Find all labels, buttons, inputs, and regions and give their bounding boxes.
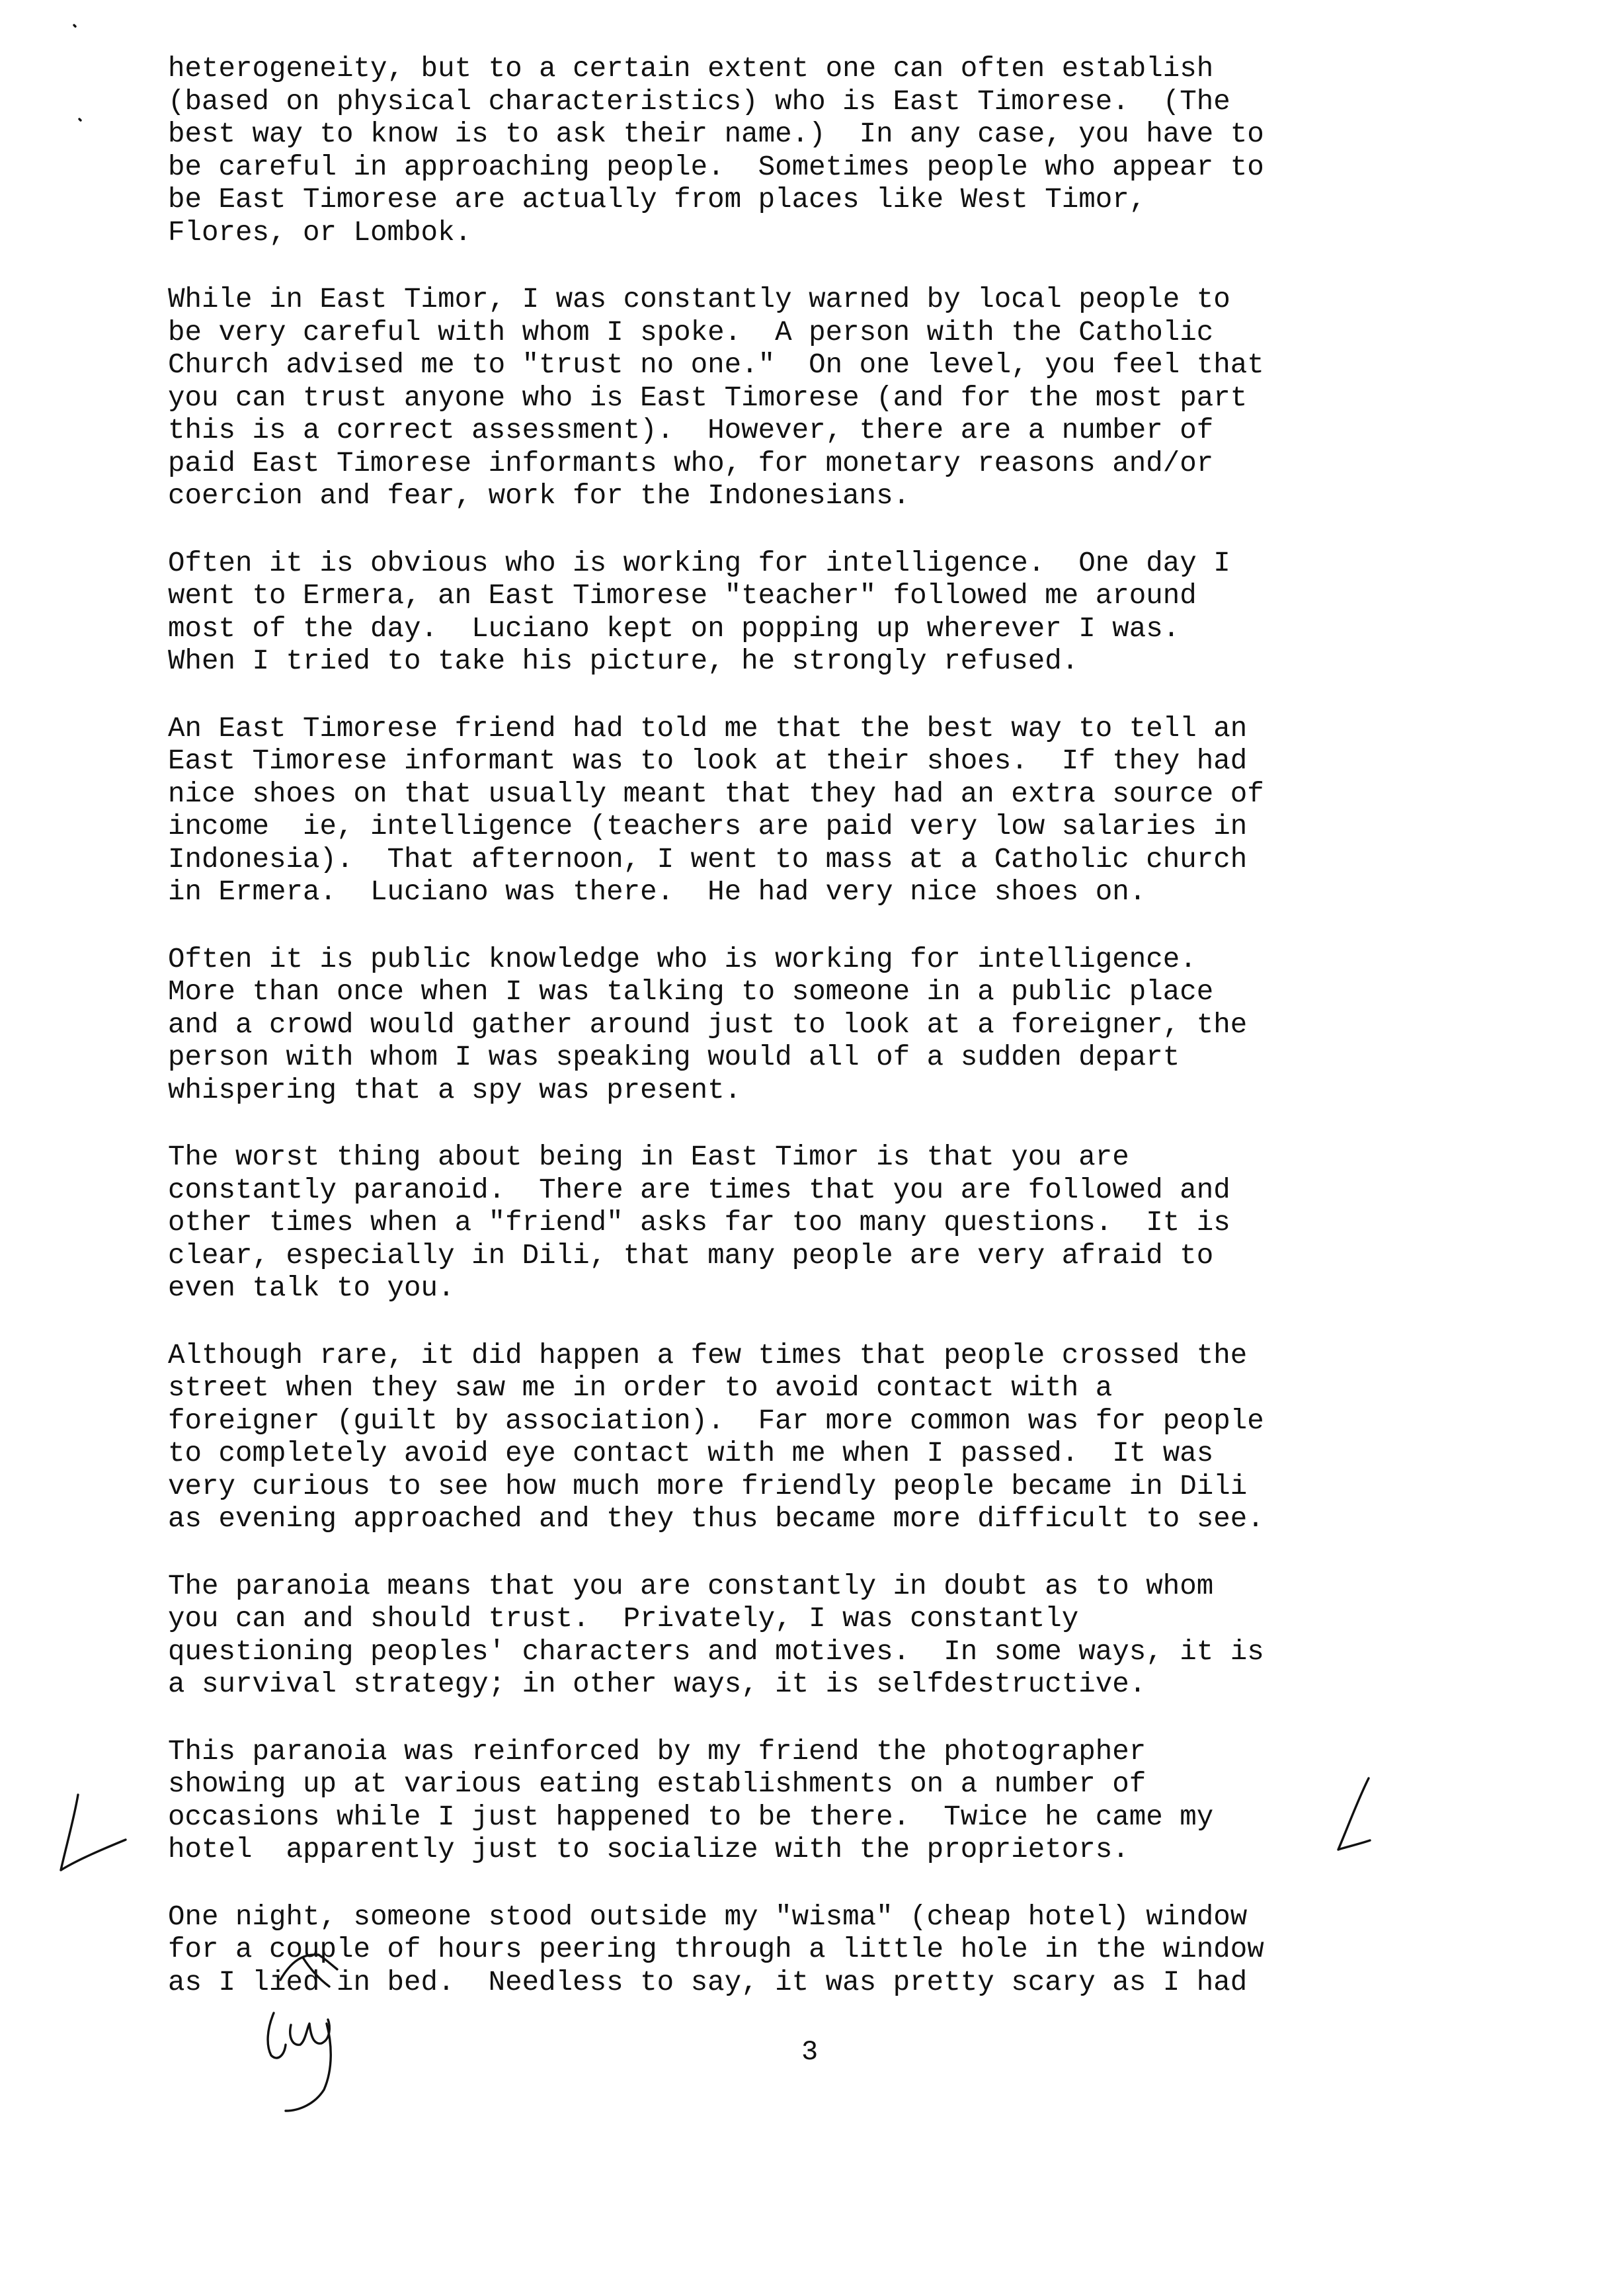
- text-line: More than once when I was talking to someone in a public place: [168, 976, 1214, 1008]
- paragraph: [168, 1901, 1490, 2000]
- text-line: you can and should trust. Privately, I was constantly: [168, 1603, 1079, 1635]
- paragraph: [168, 548, 1490, 678]
- text-line: went to Ermera, an East Timorese "teacher" followed me around: [168, 580, 1197, 612]
- text-line: even talk to you.: [168, 1272, 455, 1304]
- text-line: be East Timorese are actually from places like West Timor,: [168, 184, 1146, 216]
- paragraph: [168, 1571, 1490, 1702]
- text-line: constantly paranoid. There are times that you are followed and: [168, 1174, 1230, 1206]
- text-line: Although rare, it did happen a few times that people crossed the: [168, 1339, 1248, 1372]
- text-line: nice shoes on that usually meant that they had an extra source of: [168, 778, 1264, 810]
- text-line: whispering that a spy was present.: [168, 1074, 742, 1106]
- text-line: very curious to see how much more friendly people became in Dili: [168, 1470, 1248, 1502]
- text-line: be careful in approaching people. Sometimes people who appear to: [168, 151, 1264, 183]
- handwritten-insertion-mark: [1322, 1776, 1395, 1868]
- text-line: paid East Timorese informants who, for monetary reasons and/or: [168, 447, 1214, 479]
- paragraph: [168, 53, 1490, 249]
- text-line: income ie, intelligence (teachers are paid very low salaries in: [168, 811, 1248, 842]
- text-line: and a crowd would gather around just to look at a foreigner, the: [168, 1008, 1248, 1041]
- text-line: The paranoia means that you are constantly in doubt as to whom: [168, 1570, 1214, 1602]
- text-line: as I lied in bed. Needless to say, it was pretty scary as I had: [168, 1966, 1248, 1998]
- text-line: Often it is public knowledge who is working for intelligence.: [168, 943, 1197, 975]
- paragraph: [168, 1736, 1490, 1867]
- text-line: clear, especially in Dili, that many people are very afraid to: [168, 1239, 1214, 1272]
- text-line: questioning peoples' characters and motives. In some ways, it is: [168, 1635, 1264, 1668]
- text-line: coercion and fear, work for the Indonesians.: [168, 480, 910, 512]
- text-line: showing up at various eating establishments on a number of: [168, 1768, 1146, 1800]
- text-line: occasions while I just happened to be there. Twice he came my: [168, 1801, 1214, 1833]
- text-line: When I tried to take his picture, he strongly refused.: [168, 645, 1079, 677]
- text-line: a survival strategy; in other ways, it is selfdestructive.: [168, 1668, 1146, 1700]
- paragraph: [168, 284, 1490, 513]
- text-line: An East Timorese friend had told me that the best way to tell an: [168, 712, 1248, 745]
- text-line: Flores, or Lombok.: [168, 216, 472, 249]
- text-line: be very careful with whom I spoke. A person with the Catholic: [168, 316, 1214, 348]
- margin-check-mark: [52, 1785, 138, 1878]
- text-line: (based on physical characteristics) who is East Timorese. (The: [168, 85, 1230, 118]
- text-line: for a couple of hours peering through a little hole in the window: [168, 1934, 1264, 1965]
- text-line: hotel apparently just to socialize with the proprietors.: [168, 1834, 1129, 1866]
- paragraph: [168, 713, 1490, 909]
- text-line: in Ermera. Luciano was there. He had very nice shoes on.: [168, 876, 1146, 908]
- text-line: you can trust anyone who is East Timorese (and for the most part: [168, 382, 1248, 414]
- text-line: other times when a "friend" asks far too many questions. It is: [168, 1207, 1230, 1239]
- text-line: to completely avoid eye contact with me when I passed. It was: [168, 1438, 1214, 1469]
- text-line: Church advised me to "trust no one." On one level, you feel that: [168, 349, 1264, 381]
- text-line: This paranoia was reinforced by my friend the photographer: [168, 1735, 1146, 1768]
- text-line: street when they saw me in order to avoid contact with a: [168, 1372, 1113, 1404]
- text-line: heterogeneity, but to a certain extent one can often establish: [168, 53, 1214, 85]
- text-line: Indonesia). That afternoon, I went to mass at a Catholic church: [168, 843, 1248, 876]
- handwritten-correction-mark: [262, 1938, 361, 2004]
- handwritten-initials-signature: [258, 1997, 383, 2129]
- text-line: The worst thing about being in East Timor is that you are: [168, 1141, 1129, 1173]
- text-line: as evening approached and they thus became more difficult to see.: [168, 1503, 1264, 1535]
- paragraph: [168, 1340, 1490, 1536]
- paragraph: [168, 944, 1490, 1108]
- text-line: most of the day. Luciano kept on popping up wherever I was.: [168, 612, 1180, 645]
- text-line: person with whom I was speaking would all of a sudden depart: [168, 1042, 1180, 1073]
- page-number: 3: [801, 2036, 819, 2068]
- text-line: best way to know is to ask their name.) In any case, you have to: [168, 118, 1264, 150]
- paragraph: [168, 1141, 1490, 1305]
- text-line: While in East Timor, I was constantly warned by local people to: [168, 284, 1230, 315]
- document-body: [168, 53, 1490, 2033]
- text-line: this is a correct assessment). However, there are a number of: [168, 415, 1214, 446]
- text-line: East Timorese informant was to look at their shoes. If they had: [168, 745, 1248, 777]
- text-line: Often it is obvious who is working for intelligence. One day I: [168, 547, 1230, 579]
- scan-speck: [66, 20, 93, 139]
- text-line: One night, someone stood outside my "wisma" (cheap hotel) window: [168, 1901, 1248, 1933]
- text-line: foreigner (guilt by association). Far more common was for people: [168, 1405, 1264, 1437]
